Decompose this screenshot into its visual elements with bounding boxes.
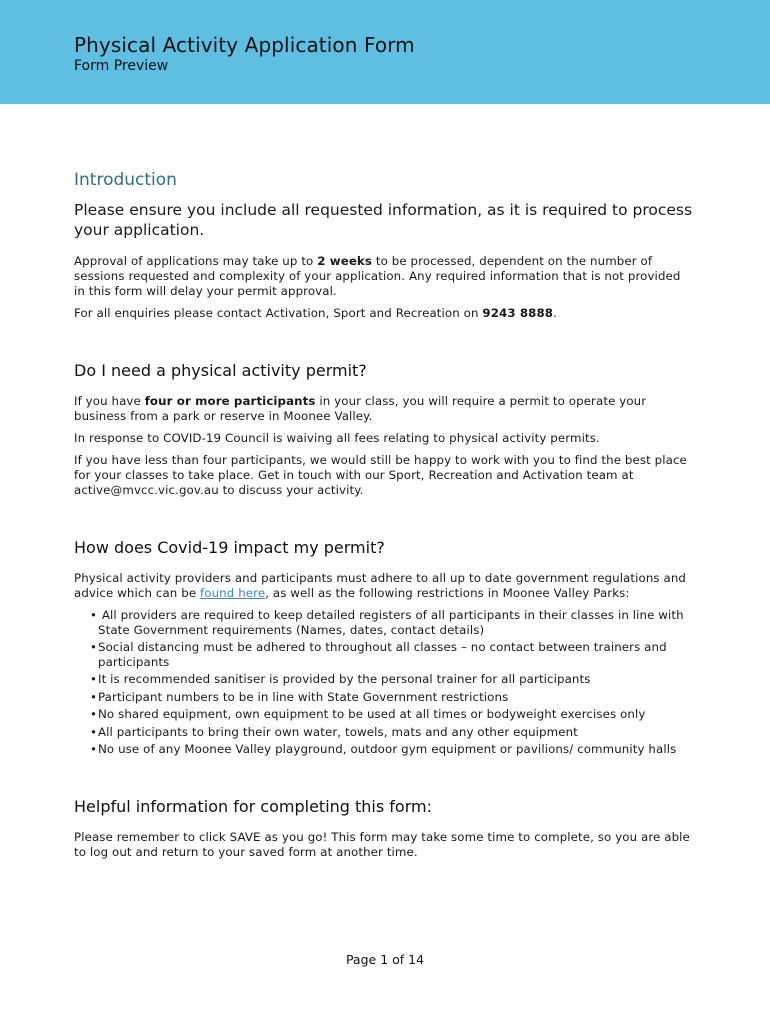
list-item [92,672,694,687]
bullet-icon: • [90,742,98,756]
page-number: Page 1 of 14 [345,952,425,967]
list-item [92,690,694,705]
list-item-text: All providers are required to keep detailed registers of all participants in their classes in line with State Government requirements (Names, dates, contact details) [98,608,684,637]
bullet-icon: • [90,707,98,721]
form-subtitle: Form Preview [74,58,169,74]
list-item-text: No use of any Moonee Valley playground, outdoor gym equipment or pavilions/ community halls [98,742,677,756]
list-item [92,725,694,740]
permit-paragraph-contact: If you have less than four participants, we would still be happy to work with you to find the best place for your classes to take place. Get in touch with our Sport, Recreation and Activation team at active@mvcc.vic.gov.au to discuss your activity. [74,453,687,497]
text-run: , as well as the following restrictions in Moonee Valley Parks: [265,586,630,600]
list-item-text: No shared equipment, own equipment to be used at all times or bodyweight exercises only [98,707,646,721]
text-run: Physical activity providers and participants must adhere to all up to date government regulations and advice which can be [74,571,687,600]
text-run: Approval of applications may take up to [74,254,318,268]
bullet-icon: • [90,608,98,622]
list-item-text: Participant numbers to be in line with State Government restrictions [98,689,509,704]
intro-heading: Introduction [74,170,177,190]
text-run: If you have [74,394,145,408]
emphasis-text: 2 weeks [317,254,373,268]
found-here-link[interactable]: found here [200,586,266,600]
bullet-icon: • [90,640,98,654]
covid-section [74,538,694,757]
intro-lead: Please ensure you include all requested information, as it is required to process your application. [74,201,693,239]
list-item [92,640,694,669]
covid-heading: How does Covid-19 impact my permit? [74,538,385,557]
bullet-icon: • [90,689,98,704]
form-title: Physical Activity Application Form [74,33,415,57]
list-item [92,608,694,637]
text-run: For all enquiries please contact Activation, Sport and Recreation on [74,306,483,320]
permit-paragraph-participants [74,394,694,424]
form-content [74,170,694,867]
permit-section [74,361,694,498]
permit-paragraph-fees: In response to COVID-19 Council is waiving all fees relating to physical activity permits. [74,431,600,445]
intro-section [74,170,694,321]
helpful-section [74,797,694,860]
restrictions-list [74,608,694,757]
list-item-text: All participants to bring their own water, towels, mats and any other equipment [98,724,578,739]
list-item-text: It is recommended sanitiser is provided by the personal trainer for all participants [98,672,591,686]
phone-number: 9243 8888 [482,306,554,320]
intro-paragraph-approval [74,254,694,299]
text-run: . [553,306,557,320]
page-header [0,0,770,104]
emphasis-text: four or more participants [144,394,316,408]
helpful-heading: Helpful information for completing this form: [74,796,432,816]
bullet-icon: • [90,672,98,686]
text-run: in your class, you will require a permit to operate your business from a park or reserve in Moonee Valley. [74,394,647,423]
list-item [92,742,694,757]
text-run: to be processed, dependent on the number of sessions requested and complexity of your application. Any required information that is not provided in this form will delay your permit approval. [74,254,681,298]
list-item-text: Social distancing must be adhered to throughout all classes – no contact between trainers and participants [98,640,667,669]
bullet-icon: • [90,724,98,739]
list-item [92,707,694,722]
permit-heading: Do I need a physical activity permit? [74,361,367,380]
covid-paragraph [74,571,694,601]
intro-paragraph-enquiries [74,306,694,321]
helpful-paragraph: Please remember to click SAVE as you go! This form may take some time to complete, so you are able to log out and return to your saved form at another time. [74,829,690,859]
